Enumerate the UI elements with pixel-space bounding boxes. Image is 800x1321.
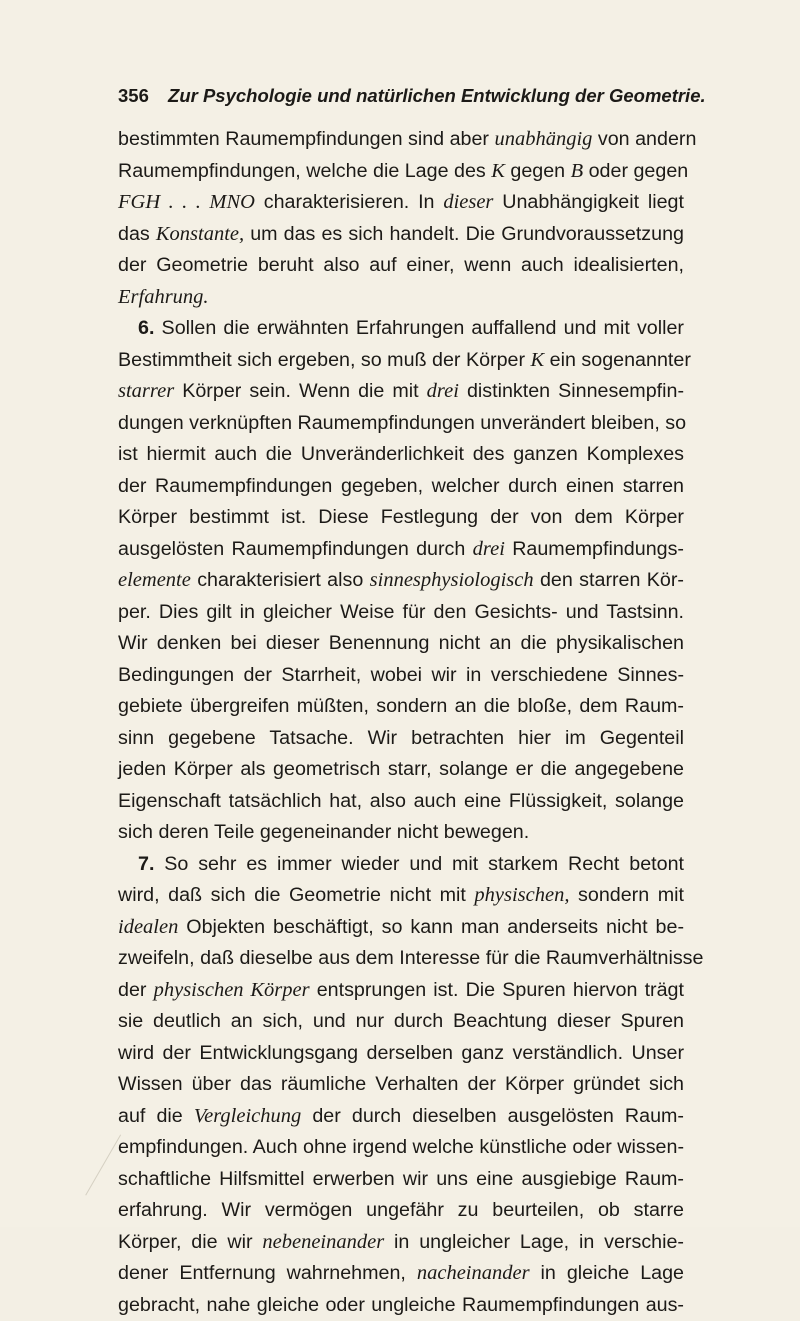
text-line: [118, 408, 684, 440]
emphasis-run: K: [491, 160, 505, 182]
emphasis-run: elemente: [118, 569, 191, 591]
text-run: Körper sein. Wenn die mit: [174, 380, 426, 402]
text-line: [118, 439, 684, 471]
emphasis-run: physischen,: [474, 884, 569, 906]
emphasis-run: nacheinander: [417, 1262, 530, 1284]
running-head: [118, 84, 718, 108]
text-run: empfindungen. Auch ohne irgend welche künstliche oder wissen-: [118, 1136, 684, 1158]
text-line: [118, 534, 684, 566]
text-line: [118, 1132, 684, 1164]
text-line: [118, 565, 684, 597]
text-run: der durch dieselben ausgelösten Raum-: [301, 1105, 684, 1127]
text-line: [118, 912, 684, 944]
text-run: wird, daß sich die Geometrie nicht mit: [118, 884, 474, 906]
emphasis-run: drei: [473, 538, 505, 560]
text-run: in ungleicher Lage, in verschie-: [384, 1231, 684, 1253]
text-line: [118, 219, 684, 251]
text-run: Wir denken bei dieser Benennung nicht an die physikalischen: [118, 632, 684, 654]
text-run: sondern mit: [569, 884, 684, 906]
text-line: [118, 502, 684, 534]
emphasis-run: K: [531, 349, 545, 371]
section-number: 7.: [138, 853, 154, 875]
text-run: erfahrung. Wir vermögen ungefähr zu beurteilen, ob starre: [118, 1199, 684, 1221]
text-run: gebracht, nahe gleiche oder ungleiche Raumempfindungen aus-: [118, 1294, 684, 1316]
text-run: Bedingungen der Starrheit, wobei wir in verschiedene Sinnes-: [118, 664, 684, 686]
emphasis-run: unabhängig: [494, 128, 592, 150]
text-run: wird der Entwicklungsgang derselben ganz verständlich. Unser: [118, 1042, 684, 1064]
text-run: So sehr es immer wieder und mit starkem Recht betont: [154, 853, 684, 875]
emphasis-run: B: [571, 160, 584, 182]
text-run: den starren Kör-: [534, 569, 684, 591]
text-line: [118, 975, 684, 1007]
text-run: bestimmten Raumempfindungen sind aber: [118, 128, 494, 150]
text-line: [118, 880, 684, 912]
text-line: [118, 313, 684, 345]
text-run: gegen: [505, 160, 571, 182]
text-line: [118, 660, 684, 692]
text-line: [118, 1069, 684, 1101]
emphasis-run: physischen Körper: [154, 979, 310, 1001]
emphasis-run: sinnesphysiologisch: [370, 569, 534, 591]
text-line: [118, 1101, 684, 1133]
text-line: [118, 124, 684, 156]
text-run: Unabhängigkeit liegt: [493, 191, 684, 213]
text-line: [118, 943, 684, 975]
text-run: das: [118, 223, 156, 245]
text-run: per. Dies gilt in gleicher Weise für den Gesichts- und Tastsinn.: [118, 601, 684, 623]
text-line: [118, 1038, 684, 1070]
text-run: Bestimmtheit sich ergeben, so muß der Körper: [118, 349, 531, 371]
text-line: [118, 691, 684, 723]
text-line: [118, 817, 684, 849]
text-line: [118, 849, 684, 881]
text-run: sich deren Teile gegeneinander nicht bewegen.: [118, 821, 529, 843]
page-number: 356: [118, 85, 149, 106]
emphasis-run: nebeneinander: [262, 1231, 384, 1253]
text-line: [118, 250, 684, 282]
running-title: Zur Psychologie und natürlichen Entwicklung der Geometrie.: [168, 85, 706, 106]
text-run: dener Entfernung wahrnehmen,: [118, 1262, 417, 1284]
text-run: dungen verknüpften Raumempfindungen unverändert bleiben, so: [118, 412, 686, 434]
text-run: Objekten beschäftigt, so kann man anderseits nicht be-: [178, 916, 684, 938]
text-run: in gleiche Lage: [530, 1262, 684, 1284]
text-run: der Raumempfindungen gegeben, welcher durch einen starren: [118, 475, 684, 497]
text-run: charakterisiert also: [191, 569, 370, 591]
text-run: gebiete übergreifen müßten, sondern an die bloße, dem Raum-: [118, 695, 684, 717]
text-run: sinn gegebene Tatsache. Wir betrachten hier im Gegenteil: [118, 727, 684, 749]
text-run: charakterisieren. In: [255, 191, 443, 213]
text-run: sie deutlich an sich, und nur durch Beachtung dieser Spuren: [118, 1010, 684, 1032]
text-run: jeden Körper als geometrisch starr, solange er die angegebene: [118, 758, 684, 780]
emphasis-run: Vergleichung: [194, 1105, 301, 1127]
text-line: [118, 754, 684, 786]
text-run: Eigenschaft tatsächlich hat, also auch eine Flüssigkeit, solange: [118, 790, 684, 812]
text-run: zweifeln, daß dieselbe aus dem Interesse für die Raumverhältnisse: [118, 947, 703, 969]
text-run: Sollen die erwähnten Erfahrungen auffallend und mit voller: [154, 317, 684, 339]
text-run: oder gegen: [583, 160, 688, 182]
text-line: [118, 187, 684, 219]
text-run: Raumempfindungs-: [505, 538, 684, 560]
text-run: distinkten Sinnesempfin-: [459, 380, 684, 402]
text-run: ist hiermit auch die Unveränderlichkeit des ganzen Komplexes: [118, 443, 684, 465]
text-line: [118, 1006, 684, 1038]
emphasis-run: starrer: [118, 380, 174, 402]
text-line: [118, 786, 684, 818]
text-line: [118, 376, 684, 408]
text-run: ausgelösten Raumempfindungen durch: [118, 538, 473, 560]
text-run: um das es sich handelt. Die Grundvoraussetzung: [244, 223, 684, 245]
text-run: schaftliche Hilfsmittel erwerben wir uns eine ausgiebige Raum-: [118, 1168, 684, 1190]
emphasis-run: FGH . . . MNO: [118, 191, 255, 213]
text-run: Körper bestimmt ist. Diese Festlegung der von dem Körper: [118, 506, 684, 528]
text-run: Körper, die wir: [118, 1231, 262, 1253]
text-line: [118, 1164, 684, 1196]
text-line: [118, 1227, 684, 1259]
text-line: [118, 1258, 684, 1290]
text-run: von andern: [592, 128, 696, 150]
text-line: [118, 597, 684, 629]
emphasis-run: drei: [427, 380, 459, 402]
text-run: auf die: [118, 1105, 194, 1127]
text-run: ein sogenannter: [544, 349, 691, 371]
text-run: der: [118, 979, 154, 1001]
emphasis-run: dieser: [443, 191, 493, 213]
text-line: [118, 1195, 684, 1227]
text-run: entsprungen ist. Die Spuren hiervon trägt: [310, 979, 684, 1001]
text-line: [118, 156, 684, 188]
text-run: Wissen über das räumliche Verhalten der Körper gründet sich: [118, 1073, 684, 1095]
emphasis-run: idealen: [118, 916, 178, 938]
text-line: [118, 723, 684, 755]
text-line: [118, 282, 684, 314]
text-run: Raumempfindungen, welche die Lage des: [118, 160, 491, 182]
text-line: [118, 1290, 684, 1321]
section-number: 6.: [138, 317, 154, 339]
emphasis-run: Erfahrung.: [118, 286, 209, 308]
text-run: der Geometrie beruht also auf einer, wenn auch idealisierten,: [118, 254, 684, 276]
text-line: [118, 471, 684, 503]
text-line: [118, 345, 684, 377]
emphasis-run: Konstante,: [156, 223, 244, 245]
body-text: [118, 124, 684, 1321]
text-line: [118, 628, 684, 660]
